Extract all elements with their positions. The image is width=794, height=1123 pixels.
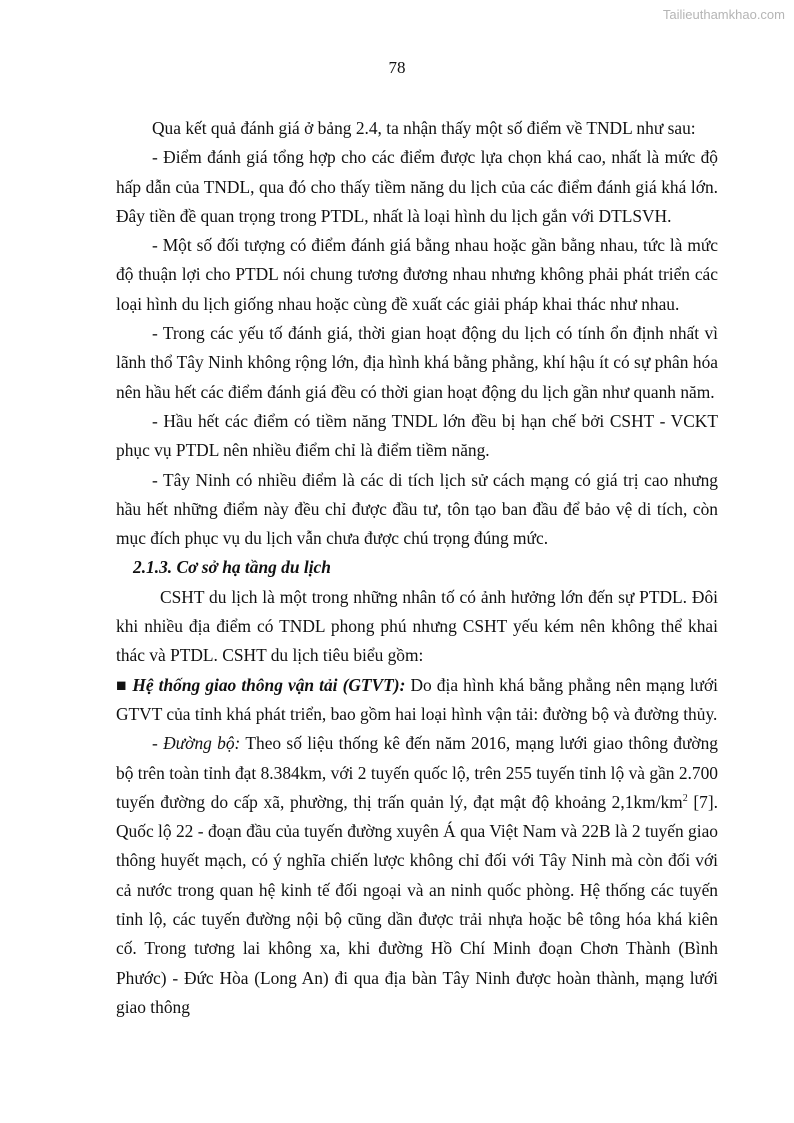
square-bullet-icon: ■ <box>116 674 128 695</box>
section-heading: 2.1.3. Cơ sở hạ tầng du lịch <box>133 557 331 578</box>
paragraph-intro: Qua kết quả đánh giá ở bảng 2.4, ta nhận thấy một số điểm về TNDL như sau: <box>152 118 696 138</box>
document-body <box>116 114 718 1022</box>
road-text-a: Theo số liệu thống kê đến năm 2016, mạng lưới giao thông đường bộ trên toàn tỉnh đạt 8.384km, với 2 tuyến quốc lộ, trên 255 tuyến tỉnh lộ và gần 2.700 tuyến đường do cấp xã, phường, thị trấn quản lý, đạt mật độ khoảng 2,1km/km <box>116 733 718 812</box>
paragraph-point-2: - Một số đối tượng có điểm đánh giá bằng nhau hoặc gần bằng nhau, tức là mức độ thuận lợi cho PTDL nói chung tương đương nhau nhưng không phải phát triển các loại hình du lịch giống nhau hoặc cùng đề xuất các giải pháp khai thác như nhau. <box>116 235 718 314</box>
road-text-b: [7]. Quốc lộ 22 - đoạn đầu của tuyến đường xuyên Á qua Việt Nam và 22B là 2 tuyến giao thông huyết mạch, có ý nghĩa chiến lược không chỉ đối với Tây Ninh mà còn đối với cả nước trong quan hệ kinh tế đối ngoại và an ninh quốc phòng. Hệ thống các tuyến tỉnh lộ, các tuyến đường nội bộ cũng dần được trải nhựa hoặc bê tông hóa khá kiên cố. Trong tương lai không xa, khi đường Hồ Chí Minh đoạn Chơn Thành (Bình Phước) - Đức Hòa (Long An) đi qua địa bàn Tây Ninh được hoàn thành, mạng lưới giao thông <box>116 791 718 1017</box>
road-superscript: 2 <box>682 793 688 805</box>
paragraph-infrastructure: CSHT du lịch là một trong những nhân tố có ảnh hưởng lớn đến sự PTDL. Đôi khi nhiều địa điểm có TNDL phong phú nhưng CSHT yếu kém nên không thể khai thác và PTDL. CSHT du lịch tiêu biểu gồm: <box>116 586 718 666</box>
paragraph-point-5: - Tây Ninh có nhiều điểm là các di tích lịch sử cách mạng có giá trị cao nhưng hầu hết những điểm này đều chỉ được đầu tư, tôn tạo ban đầu để bảo vệ di tích, còn mục đích phục vụ du lịch vẫn chưa được chú trọng đúng mức. <box>116 469 718 549</box>
page-number: 78 <box>388 58 406 77</box>
paragraph-transport <box>116 671 718 730</box>
paragraph-point-1: - Điểm đánh giá tổng hợp cho các điểm được lựa chọn khá cao, nhất là mức độ hấp dẫn của TNDL, qua đó cho thấy tiềm năng du lịch của các điểm đánh giá khá lớn. Đây tiền đề quan trọng trong PTDL, nhất là loại hình du lịch gắn với DTLSVH. <box>116 147 718 226</box>
watermark: Tailieuthamkhao.com <box>662 7 785 22</box>
transport-title: Hệ thống giao thông vận tải (GTVT): <box>132 674 406 695</box>
paragraph-point-4: - Hầu hết các điểm có tiềm năng TNDL lớn đều bị hạn chế bởi CSHT - VCKT phục vụ PTDL nên nhiều điểm chỉ là điểm tiềm năng. <box>116 410 718 461</box>
road-label: - Đường bộ: <box>152 733 241 754</box>
paragraph-road <box>116 729 718 1022</box>
paragraph-point-3: - Trong các yếu tố đánh giá, thời gian hoạt động du lịch có tính ổn định nhất vì lãnh thổ Tây Ninh không rộng lớn, địa hình khá bằng phẳng, khí hậu ít có sự phân hóa nên hầu hết các điểm đánh giá đều có thời gian hoạt động du lịch gần như quanh năm. <box>116 323 718 402</box>
transport-text: Do địa hình khá bằng phẳng nên mạng lưới GTVT của tỉnh khá phát triển, bao gồm hai loại hình vận tải: đường bộ và đường thủy. <box>116 674 718 724</box>
